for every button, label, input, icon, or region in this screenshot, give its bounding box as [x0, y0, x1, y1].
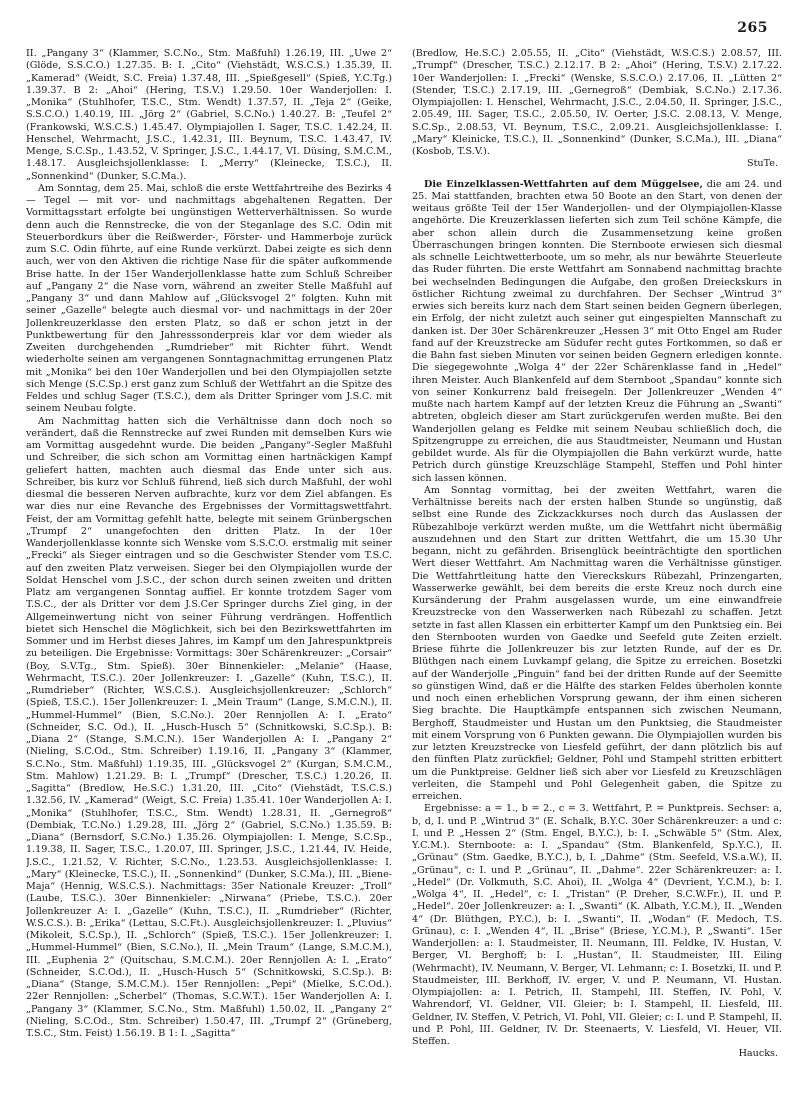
regatta-results-continued: (Bredlow, He.S.C.) 2.05.55, II. „Cito“ (Viehstädt, W.S.C.S.) 2.08.57, III. „Trumpf“ (Drescher, T.S.C.) 2.12.17. B 2: „Ahoi“ (Hering, T.S.V.) 2.17.22. 10er Wanderjollen: I. „Frecki“ (Wenske, S.S.C.O.) 2.17.06, II. „Lütten 2“ (Stender, T.S.C.) 2.17.19, III. „Gernegroß“ (Dembiak, S.C.No.) 2.17.36. Olympiajollen: I. Henschel, Wehrmacht, J.S.C., 2.04.50, II. Springer, J.S.C., 2.05.49, III. Sager, T.S.C., 2.05.50, IV. Oerter, J.S.C. 2.08.13, V. Menge, S.C.Sp., 2.08.53, VI. Beynum, T.S.C., 2.09.21. Ausgleichsjollenklasse: I. „Mary“ Kleinicke, T.S.C.), II. „Sonnenkind“ (Dunker, S.C.Ma.), III. „Diana“ (Kosbob, T.S.V.).	[412, 48, 782, 157]
article-paragraph: Am Sonntag, dem 25. Mai, schloß die erste Wettfahrtreihe des Bezirks 4 — Tegel — mit vor- und nachmittags abgehaltenen Regatten. Der Vormittagsstart erfolgte bei ungünstigen Wetterverhältnissen. So wurde denn auch die Rennstrecke, die von der Steganlage des S.C. Odin mit Steuerbordkurs über die Reißwerder-, Förster- und Hammerboje zurück zum S.C. Odin führte, auf eine Runde verkürzt. Dabei zeigte es sich denn auch, wer von den Aktiven die richtige Nase für die später aufkommende Brise hatte. In der 15er Wanderjollenklasse hatte zum Schluß Schreiber auf „Pangany 2“ die Nase vorn, während an zweiter Stelle Maßfuhl auf „Pangany 3“ und dann Mahlow auf „Glücksvogel 2“ folgten. Kuhn mit seiner „Gazelle“ belegte auch diesmal vor- und nachmittags in der 20er Jollenkreuzerklasse den ersten Platz, so daß er schon jetzt in der Punktbewertung für den Jahresssonderpreis klar vor dem wieder als Zweiten durchgehenden „Rumdrieber“ mit Richter führt. Wendt wiederholte seinen am vergangenen Sonntagnachmittag errungenen Platz mit „Monika“ bei den 10er Wanderjollen und bei den Olympiajollen setzte sich Menge (S.C.Sp.) erst ganz zum Schluß der Wettfahrt an die Spitze des Feldes und schlug Sager (T.S.C.), dem als Dritter Springer vom J.S.C. mit seinem Neubau folgte.	[26, 182, 392, 415]
regatta-results-continued: II. „Pangany 3“ (Klammer, S.C.No., Stm. Maßfuhl) 1.26.19, III. „Uwe 2“ (Glöde, S.S.C.O.) 1.27.35. B: I. „Cito“ (Viehstädt, W.S.C.S.) 1.35.39, II. „Kamerad“ (Weidt, S.C. Freia) 1.37.48, III. „Spießgesell“ (Spieß, Y.C.Tg.) 1.39.37. B 2: „Ahoi“ (Hering, T.S.V.) 1.29.50. 10er Wanderjollen: I. „Monika“ (Stuhlhofer, T.S.C., Stm. Wendt) 1.37.57, II. „Teja 2“ (Geike, S.S.C.O.) 1.40.19, III. „Jörg 2“ (Gabriel, S.C.No.) 1.40.27. B: „Teufel 2“ (Frankowski, W.S.C.S.) 1.45.47. Olympiajollen I. Sager, T.S.C. 1.42.24, II. Henschel, Wehrmacht, J.S.C., 1.42.31, III. Beynum, T.S.C. 1.43.47, IV. Menge, S.C.Sp., 1.43.52, V. Springer, J.S.C., 1.44.17, VI. Düsing, S.M.C.M., 1.48.17. Ausgleichsjollenklasse: I. „Merry“ (Kleinecke, T.S.C.), II. „Sonnenkind“ (Dunker, S.C.Ma.).	[26, 48, 392, 182]
article-paragraph: Am Sonntag vormittag, bei der zweiten Wettfahrt, waren die Verhältnisse bereits nach der ersten halben Stunde so ungünstig, daß selbst eine Runde des Zickzackkurses noch durch das Auslassen der Rübezahlboje verkürzt werden mußte, um die Wettfahrt nicht übermäßig auszudehnen und den Start zur dritten Wettfahrt, die um 15.30 Uhr begann, nicht zu gefährden. Brisenglück beeinträchtigte den sportlichen Wert dieser Wettfahrt. Am Nachmittag waren die Verhältnisse günstiger. Die Wettfahrtleitung hatte den Viereckskurs Rübezahl, Prinzengarten, Wasserwerke gewählt, bei dem bereits die erste Kreuz noch durch eine Kursänderung der Prahm ausgelassen wurde, um eine einwandfreie Kreuzstrecke von den Wasserwerken nach Rübezahl zu schaffen. Jetzt setzte in fast allen Klassen ein erbitterter Kampf um den Punktsieg ein. Bei den Sternbooten wurden von Gaedke und Seefeld gute Zeiten erzielt. Briese führte die Jollenkreuzer bis zur letzten Runde, auf der es Dr. Blüthgen nach einem Luvkampf gelang, die Spitze zu erreichen. Bosetzki auf der Wanderjolle „Pinguin“ fand bei der dritten Runde auf der Seemitte so günstigen Wind, daß er die Hälfte des starken Feldes überholen konnte und noch einen erheblichen Vorsprung gewann, der ihm einen sicheren Sieg brachte. Die Hauptkämpfe entspannen sich zwischen Neumann, Berghoff, Staudmeister und Hustan um den Punktsieg, die Staudmeister mit einem Vorsprung von 6 Punkten gewann. Die Olympiajollen wurden bis zur letzten Kreuzstrecke von Liesfeld geführt, der dann plötzlich bis auf den fünften Platz zurückfiel; Geldner, Pohl und Stampehl stritten erbittert um die Punktpreise. Geldner ließ sich aber vor Liesfeld zu Kreuzschlägen verleiten, die Stampehl und Pohl Gelegenheit gaben, die Spitze zu erreichen.	[412, 484, 782, 802]
article-paragraph	[412, 179, 782, 485]
author-signature: Haucks.	[738, 1048, 778, 1060]
article-heading: Die Einzelklassen-Wettfahrten auf dem Müggelsee,	[424, 178, 703, 190]
results-paragraph: Ergebnisse: a = 1., b = 2., c = 3. Wettfahrt, P. = Punktpreis. Sechser: a, b, d, I. und P. „Wintrud 3“ (E. Schalk, B.Y.C. 30er Schärenkreuzer: a und c: I. und P. „Hessen 2“ (Stm. Engel, B.Y.C.), b: I. „Schwäble 5“ (Stm. Alex, Y.C.M.). Sternboote: a: I. „Spandau“ (Stm. Blankenfeld, Sp.Y.C.), II. „Grünau“ (Stm. Gaedke, B.Y.C.), b, I. „Dahme“ (Stm. Seefeld, V.S.a.W.), II. „Grünau“, c: I. und P. „Grünau“, II. „Dahme“. 22er Schärenkreuzer: a: I. „Hedel“ (Dr. Volkmuth, S.C. Ahoi), II. „Wolga 4“ (Devrient, Y.C.M.), b: I. „Wolga 4“, II. „Hedel“, c: I. „Tristan“ (P. Dreher, S.C.W.Fr.), II. und P. „Hedel“. 20er Jollenkreuzer: a: I. „Swanti“ (K. Albath, Y.C.M.), II. „Wenden 4“ (Dr. Blüthgen, P.Y.C.), b: I. „Swanti“, II. „Wodan“ (F. Medoch, T.S. Grünau), c: I. „Wenden 4“, II. „Brise“ (Briese, Y.C.M.), P. „Swanti“. 15er Wanderjollen: a: I. Staudmeister, II. Neumann, III. Feldke, IV. Hustan, V. Berger, VI. Berghoff; b: I. „Hustan“, II. Staudmeister, III. Eiling (Wehrmacht), IV. Neumann, V. Berger, VI. Lehmann; c: I. Bosetzki, II. und P. Staudmeister, III. Berkhoff, IV. erger, V. und P. Neumann, VI. Hustan. Olympiajollen: a: I. Petrich, II. Stampehl, III. Steffen, IV. Pohl, V. Wahrendorf, VI. Geldner, VII. Gleier; b: I. Stampehl, II. Liesfeld, III. Geldner, IV. Steffen, V. Petrich, VI. Pohl, VII. Gleier; c: I. und P. Stampehl, II. und P. Pohl, III. Geldner, IV. Dr. Steenaerts, V. Liesfeld, VI. Heuer, VII. Steffen.	[412, 803, 782, 1047]
article-intro-text: die am 24. und 25. Mai stattfanden, brachten etwa 50 Boote an den Start, von denen der weitaus größte Teil der 15er Wanderjollen- und der Olympiajollen-Klasse angehörte. Die Kreuzerklassen lieferten sich zum Teil schöne Kämpfe, die aber schon allein durch die Zusammensetzung keine großen Überraschungen bringen konnten. Die Sternboote erwiesen sich diesmal als schnelle Leichtwetterboote, um so mehr, als nur bewährte Steuerleute das Ruder führten. Die erste Wettfahrt am Sonnabend nachmittag brachte bei wechselnden Bedingungen die Aufgabe, den großen Dreieckskurs in östlicher Richtung zweimal zu durchfahren. Der Sechser „Wintrud 3“ erwies sich bereits kurz nach dem Start seinen beiden Gegnern überlegen, ein Erfolg, der nicht zuletzt auch seiner gut eingespielten Mannschaft zu danken ist. Der 30er Schärenkreuzer „Hessen 3“ mit Otto Engel am Ruder fand auf der Kreuzstrecke am Südufer recht gutes Fortkommen, so daß er die Bahn fast sieben Minuten vor seinen beiden Gegnern erledigen konnte. Die siegegewohnte „Wolga 4“ der 22er Schärenklasse fand in „Hedel“ ihren Meister. Auch Blankenfeld auf dem Sternboot „Spandau“ konnte sich von seiner Konkurrenz bald freisegeln. Der Jollenkreuzer „Wenden 4“ mußte nach hartem Kampf auf der letzten Kreuz die Führung an „Swanti“ abtreten, obgleich dieser am Start zurückgerufen werden mußte. Bei den Wanderjollen gelang es Feldke mit seinem Neubau schließlich doch, die Spitzengruppe zu erreichen, die aus Staudtmeister, Neumann und Hustan gebildet wurde. Als für die Olympiajollen die Bahn verkürzt wurde, hatte Petrich durch günstige Kreuzschläge Stampehl, Steffen und Pohl hinter sich lassen können.	[412, 178, 782, 484]
right-column	[412, 48, 782, 1098]
author-signature: StuTe.	[747, 158, 778, 170]
left-column	[26, 48, 392, 1098]
article-paragraph: Am Nachmittag hatten sich die Verhältnisse dann doch noch so verändert, daß die Rennstrecke auf zwei Runden mit demselben Kurs wie am Vormittag ausgedehnt wurde. Die beiden „Pangany“-Segler Maßfuhl und Schreiber, die sich schon am Vormittag einen hartnäckigen Kampf geliefert hatten, machten auch diesmal das Ende unter sich aus. Schreiber, bis kurz vor Schluß führend, ließ sich durch Maßfuhl, der wohl diesmal die besseren Nerven aufbrachte, kurz vor dem Ziel abfangen. Es war dies nur eine Revanche des Ergebnisses der Vormittagswettfahrt. Feist, der am Vormittag gefehlt hatte, belegte mit seinem Grünbergschen „Trumpf 2“ unangefochten den dritten Platz. In der 10er Wanderjollenklasse konnte sich Wenske vom S.S.C.O. erstmalig mit seiner „Frecki“ als Sieger eintragen und so die Geschwister Stender vom T.S.C. auf den zweiten Platz verweisen. Sieger bei den Olympiajollen wurde der Soldat Henschel vom J.S.C., der schon durch seinen zweiten und dritten Platz am vergangenen Sonntag auffiel. Er konnte trotzdem Sager vom T.S.C., der als Dritter vor dem J.S.Cer Springer durchs Ziel ging, in der Allgemeinwertung nicht von seiner Führung verdrängen. Hoffentlich bietet sich Henschel die Möglichkeit, sich bei den Bezirkswettfahrten im Sommer und im Herbst dieses Jahres, im Kampf um den Jahrespunktpreis zu beteiligen. Die Ergebnisse: Vormittags: 30er Schärenkreuzer: „Corsair“ (Boy, S.V.Tg., Stm. Spieß). 30er Binnenkieler: „Melanie“ (Haase, Wehrmacht, T.S.C.). 20er Jollenkreuzer: I. „Gazelle“ (Kuhn, T.S.C.), II. „Rumdrieber“ (Richter, W.S.C.S.). Ausgleichsjollenkreuzer: „Schlorch“ (Spieß, T.S.C.). 15er Jollenkreuzer: I. „Mein Traum“ (Lange, S.M.C.N.), II. „Hummel-Hummel“ (Bien, S.C.No.). 20er Rennjollen A: I. „Erato“ (Schneider, S.C. Od.), II. „Husch-Husch 5“ (Schnitkowski, S.C.Sp.). B: „Diana 2“ (Stange, S.M.C.N.). 15er Wanderjollen A: I. „Pangany 2“ (Nieling, S.C.Od., Stm. Schreiber) 1.19.16, II. „Pangany 3“ (Klammer, S.C.No., Stm. Maßfuhl) 1.19.35, III. „Glücksvogel 2“ (Kurgan, S.M.C.M., Stm. Mahlow) 1.21.29. B: I. „Trumpf“ (Drescher, T.S.C.) 1.20.26, II. „Sagitta“ (Bredlow, He.S.C.) 1.31.20, III. „Cito“ (Viehstädt, T.S.C.S.) 1.32.56, IV. „Kamerad“ (Weigt, S.C. Freia) 1.35.41. 10er Wanderjollen A: I. „Monika“ (Stuhlhofer, T.S.C., Stm. Wendt) 1.28.31, II. „Gernegroß“ (Dembiak, T.C.No.) 1.29.28, III. „Jörg 2“ (Gabriel, S.C.No.) 1.35.59. B: „Diana“ (Bernsdorf, S.C.No.) 1.35.26. Olympiajollen: I. Menge, S.C.Sp., 1.19.38, II. Sager, T.S.C., 1.20.07, III. Springer, J.S.C., 1.21.44, IV. Heide, J.S.C., 1.21.52, V. Richter, S.C.No., 1.23.53. Ausgleichsjollenklasse: I. „Mary“ (Kleinecke, T.S.C.), II. „Sonnenkind“ (Dunker, S.C.Ma.), III. „Biene-Maja“ (Hennig, W.S.C.S.). Nachmittags: 35er Nationale Kreuzer: „Troll“ (Laube, T.S.C.). 30er Binnenkieler: „Nirwana“ (Priebe, T.S.C.). 20er Jollenkreuzer A: I. „Gazelle“ (Kuhn, T.S.C.), II. „Rumdrieber“ (Richter, W.S.C.S.). B: „Erika“ (Lettau, S.C.Ft.). Ausgleichsjollenkreuzer: I. „Pluvius“ (Mikoleit, S.C.Sp.), II. „Schlorch“ (Spieß, T.S.C.). 15er Jollenkreuzer: I. „Hummel-Hummel“ (Bien, S.C.No.), II. „Mein Traum“ (Lange, S.M.C.M.), III. „Euphenia 2“ (Quitschau, S.M.C.M.). 20er Rennjollen A: I. „Erato“ (Schneider, S.C.Od.), II. „Husch-Husch 5“ (Schnitkowski, S.C.Sp.). B: „Diana“ (Stange, S.M.C.M.). 15er Rennjollen: „Pepi“ (Mielke, S.C.Od.). 22er Rennjollen: „Scherbel“ (Thomas, S.C.W.T.). 15er Wanderjollen A: I. „Pangany 3“ (Klammer, S.C.No., Stm. Maßfuhl) 1.50.02, II. „Pangany 2“ (Nieling, S.C.Od., Stm. Schreiber) 1.50.47, III. „Trumpf 2“ (Grüneberg, T.S.C., Stm. Feist) 1.56.19. B 1: I. „Sagitta“	[26, 415, 392, 1039]
section-gap	[412, 171, 782, 179]
page-number: 265	[737, 20, 768, 36]
